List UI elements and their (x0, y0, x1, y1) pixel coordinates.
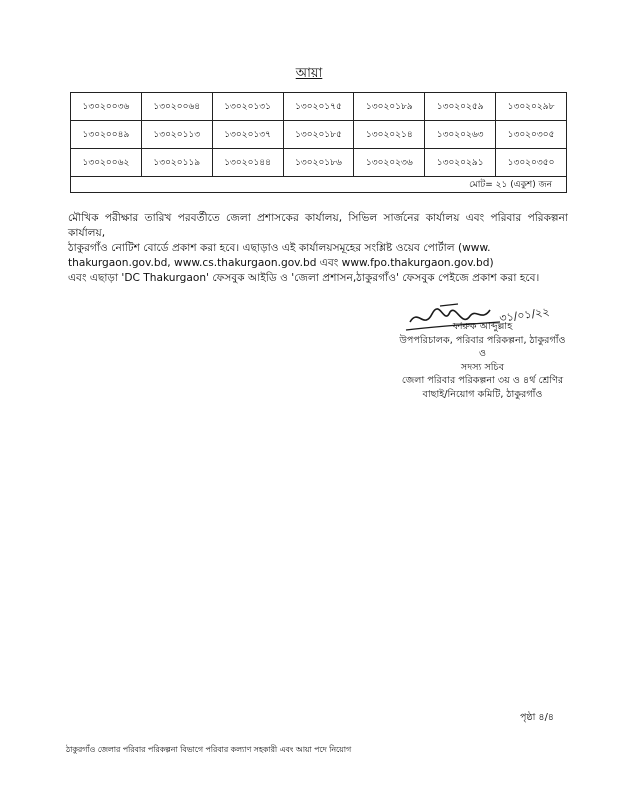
roll-cell: ১৩০২০০৬৪ (141, 93, 212, 121)
notice-line: thakurgaon.gov.bd, www.cs.thakurgaon.gov.bd এবং www.fpo.thakurgaon.gov.bd) (68, 257, 494, 269)
roll-cell: ১৩০২০২৯৮ (496, 93, 567, 121)
footer-text: ঠাকুরগাঁও জেলার পরিবার পরিকল্পনা বিভাগে পরিবার কল্যাণ সহকারী এবং আয়া পদে নিয়োগ (66, 745, 352, 754)
roll-cell: ১৩০২০২৯১ (425, 149, 496, 177)
roll-cell: ১৩০২০১৮৬ (283, 149, 354, 177)
roll-cell: ১৩০২০২৫৯ (425, 93, 496, 121)
post-title: আয়া (295, 66, 323, 81)
page-number: পৃষ্ঠা ৪/৪ (520, 712, 554, 723)
roll-cell: ১৩০২০১১৯ (141, 149, 212, 177)
notice-line: মৌখিক পরীক্ষার তারিখ পরবর্তীতে জেলা প্রশাসকের কার্যালয়, সিভিল সার্জনের কার্যালয় এবং পরিবার পরিকল্পনা কার্যালয়, (68, 212, 568, 239)
notice-paragraph (68, 211, 568, 286)
total-row (71, 177, 567, 193)
signatory-role: সদস্য সচিব (460, 361, 505, 373)
notice-line: এবং এছাড়া 'DC Thakurgaon' ফেসবুক আইডি ও 'জেলা প্রশাসন,ঠাকুরগাঁও' ফেসবুক পেইজে প্রকাশ করা হবে। (68, 272, 540, 284)
table-row (71, 121, 567, 149)
roll-cell: ১৩০২০২১৪ (354, 121, 425, 149)
signatory-conjunction: ও (478, 348, 487, 359)
notice-line: ঠাকুরগাঁও নোটিশ বোর্ডে প্রকাশ করা হবে। এছাড়াও এই কার্যালয়সমূহের সংশ্লিষ্ট ওয়েব পোর্টাল (www. (68, 242, 491, 254)
roll-cell: ১৩০২০২৬৩ (425, 121, 496, 149)
roll-cell: ১৩০২০০৩৬ (71, 93, 142, 121)
roll-cell: ১৩০২০১৮৫ (283, 121, 354, 149)
roll-number-table (70, 92, 567, 193)
signature-block (390, 320, 575, 401)
roll-cell: ১৩০২০১৩৭ (212, 121, 283, 149)
roll-cell: ১৩০২০১৭৫ (283, 93, 354, 121)
roll-cell: ১৩০২০৩৫০ (496, 149, 567, 177)
signature-date: ৩১/০১/২২ (498, 305, 551, 325)
committee-line: জেলা পরিবার পরিকল্পনা ৩য় ও ৪র্থ শ্রেণির (401, 375, 564, 386)
roll-cell: ১৩০২০১৩১ (212, 93, 283, 121)
roll-cell: ১৩০২০১১৩ (141, 121, 212, 149)
committee-line: বাছাই/নিয়োগ কমিটি, ঠাকুরগাঁও (422, 388, 543, 400)
total-count: মোট= ২১ (একুশ) জন (71, 177, 567, 193)
signatory-designation: উপপরিচালক, পরিবার পরিকল্পনা, ঠাকুরগাঁও (399, 334, 566, 346)
roll-cell: ১৩০২০৩০৫ (496, 121, 567, 149)
table-row (71, 93, 567, 121)
roll-cell: ১৩০২০১৮৯ (354, 93, 425, 121)
roll-cell: ১৩০২০০৪৯ (71, 121, 142, 149)
roll-cell: ১৩০২০০৬২ (71, 149, 142, 177)
roll-cell: ১৩০২০১৪৪ (212, 149, 283, 177)
signatory-name: ফারুক আব্দুল্লাহ (452, 321, 513, 332)
roll-cell: ১৩০২০২৩৬ (354, 149, 425, 177)
table-row (71, 149, 567, 177)
